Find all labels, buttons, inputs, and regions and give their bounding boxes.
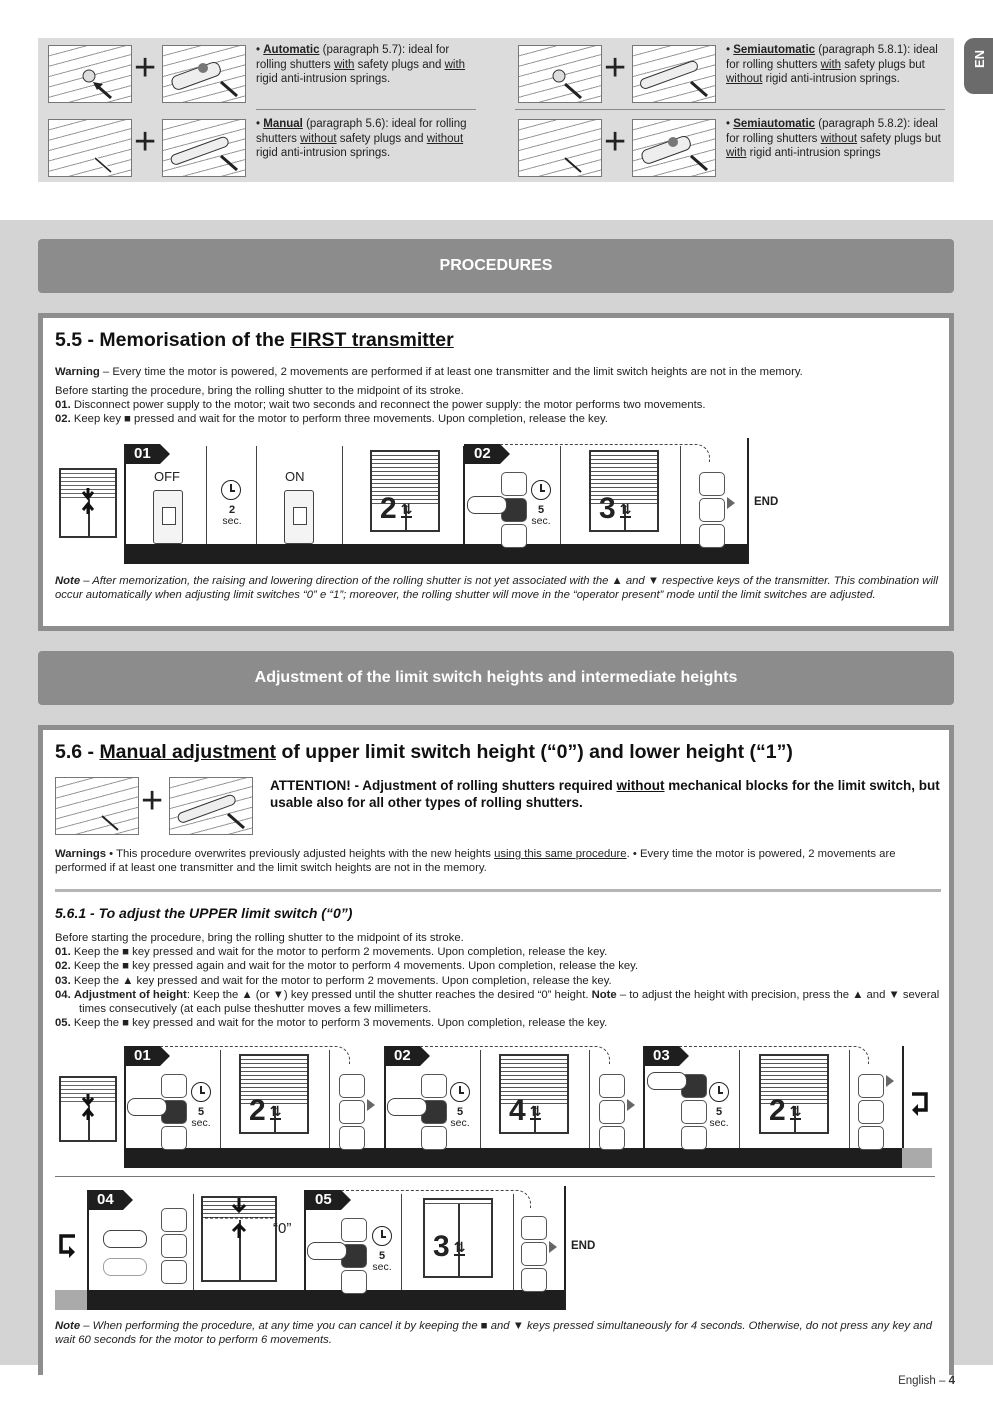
safety-plug-image [48,45,132,103]
shutter-window-icon [201,1196,277,1282]
mode-automatic [38,38,478,108]
shutter-axle-image [162,119,246,177]
step-tag: 03 [643,1046,679,1066]
adjustment-header: Adjustment of the limit switch heights and intermediate heights [38,651,954,705]
shutter-image [55,777,139,835]
warning-text: Warning – Every time the motor is powered, 2 movements are performed if at least one transmitter and the limit switch heights are not in the memory. [55,366,803,378]
shutter-midpoint-icon [59,468,117,538]
procedure-step: 04. Adjustment of height: Keep the ▲ (or ▼) key pressed until the shutter reaches the desired “0” height. Note – to adjust the height with precision, press the ▲ and ▼ several times consecutively (at each pulse theshutter moves a few millimeters. [55,989,940,1016]
divider [256,109,476,110]
movement-count: 2 ⇅ [249,1094,282,1127]
release-arrow-icon [886,1075,894,1087]
adjustment-diagram-row-1 [43,1042,949,1172]
step-tag: 04 [87,1190,123,1210]
divider [515,109,945,110]
end-line [747,438,749,564]
divider [401,1194,402,1290]
procedure-step: 02. Keep the ■ key pressed again and wait for the motor to perform 4 movements. Upon completion, release the key. [55,960,639,972]
section-title: 5.6 - Manual adjustment of upper limit switch height (“0”) and lower height (“1”) [55,741,793,763]
breaker-on-icon [284,490,314,544]
wait-time: 5 sec. [372,1250,392,1273]
end-line [564,1186,566,1310]
procedure-step: 02. Keep key ■ pressed and wait for the motor to perform three movements. Upon completion, release the key. [55,413,608,425]
divider [220,1050,221,1148]
procedures-header: PROCEDURES [38,239,954,293]
procedure-step: 01. Disconnect power supply to the motor; wait two seconds and reconnect the power supply: the motor performs two movements. [55,399,706,411]
release-arrow-icon [627,1099,635,1111]
transmitter-icon [521,1216,547,1294]
divider [256,446,257,544]
wait-time: 5 sec. [709,1106,729,1129]
divider [589,1050,590,1148]
procedure-intro: Before starting the procedure, bring the rolling shutter to the midpoint of its stroke. [55,932,464,944]
power-off-label: OFF [154,469,180,484]
divider [560,446,561,544]
divider [206,446,207,544]
movement-count: 3 ⇅ [433,1230,466,1263]
section-title: 5.5 - Memorisation of the FIRST transmitter [55,329,454,351]
power-on-label: ON [285,469,305,484]
movement-count: 2 ⇅ [380,492,413,525]
timeline-bar [87,1290,565,1310]
step-tag: 05 [305,1190,341,1210]
pressing-hand-icon [103,1230,147,1248]
movement-count: 2 ⇅ [769,1094,802,1127]
transmitter-icon [599,1074,625,1152]
shutter-image [518,119,602,177]
timeline-bar [124,1148,902,1168]
transmitter-icon [699,472,725,550]
divider [480,1050,481,1148]
plus-icon: + [134,47,157,89]
section-5-6 [38,725,954,1375]
adjustment-diagram-row-2 [43,1186,949,1314]
pressing-hand-icon [647,1072,687,1090]
step-tag: 01 [124,1046,160,1066]
shutter-axle-image [632,45,716,103]
wait-time: 5 sec. [191,1106,211,1129]
pressing-hand-icon [467,496,507,514]
mode-description: • Manual (paragraph 5.6): ideal for rolling shutters without safety plugs and without rigid anti-intrusion springs. [256,118,467,159]
pressing-hand-icon [387,1098,427,1116]
anti-intrusion-spring-image [632,119,716,177]
wait-time: 2 sec. [222,504,242,527]
mode-description: • Semiautomatic (paragraph 5.8.2): ideal for rolling shutters without safety plugs but with rigid anti-intrusion springs [726,118,941,159]
clock-icon [221,480,241,500]
movement-count: 3 ⇅ [599,492,632,525]
subsection-title: 5.6.1 - To adjust the UPPER limit switch (“0”) [55,905,353,921]
manual-mode-illustration [55,777,255,837]
note-text: Note – After memorization, the raising and lowering direction of the rolling shutter is not yet associated with the ▲ and ▼ respective keys of the transmitter. This combination will occur automatically when adjusting limit switches “0” e “1”; moreover, the rolling shutter will move in the “operator present” mode until the limit switches are adjusted. [55,575,938,602]
anti-intrusion-spring-image [162,45,246,103]
plus-icon: + [134,121,157,163]
pressing-hand-icon [127,1098,167,1116]
installation-modes-grid [38,38,954,182]
timeline-continue [55,1290,87,1310]
divider [849,1050,850,1148]
mode-description: • Automatic (paragraph 5.7): ideal for rolling shutters with safety plugs and with rigid anti-intrusion springs. [256,44,466,85]
wait-time: 5 sec. [531,504,551,527]
divider [329,1050,330,1148]
page-footer: English – 4 [898,1375,955,1387]
transmitter-icon [161,1208,187,1286]
timeline-bar [124,544,749,564]
step-tag: 02 [464,444,500,464]
timeline-continue [902,1148,932,1168]
safety-plug-image [518,45,602,103]
clock-icon [450,1082,470,1102]
step-tag: 01 [124,444,160,464]
wait-time: 5 sec. [450,1106,470,1129]
clock-icon [372,1226,392,1246]
procedure-step: 03. Keep the ▲ key pressed and wait for the motor to perform 2 movements. Upon completion, release the key. [55,975,612,987]
mode-description: • Semiautomatic (paragraph 5.8.1): ideal for rolling shutters with safety plugs but without rigid anti-intrusion springs. [726,44,938,85]
divider [342,446,343,544]
movement-count: 4 ⇅ [509,1094,542,1127]
procedure-intro: Before starting the procedure, bring the rolling shutter to the midpoint of its stroke. [55,385,464,397]
divider [193,1194,194,1290]
divider [124,1046,126,1148]
clock-icon [709,1082,729,1102]
end-label: END [754,496,779,508]
procedure-step: 05. Keep the ■ key pressed and wait for the motor to perform 3 movements. Upon completion, release the key. [55,1017,608,1029]
divider [55,889,941,892]
divider [643,1046,645,1148]
end-label: END [571,1240,596,1252]
breaker-off-icon [153,490,183,544]
divider [680,446,681,544]
continue-arrow-icon [909,1090,931,1118]
release-arrow-icon [727,497,735,509]
warnings-text: Warnings • This procedure overwrites previously adjusted heights with the new heights using this same procedure. • Every time the motor is powered, 2 movements are performed if at least one transmitter and the limit switch heights are not in the memory. [55,848,896,875]
plus-icon: + [141,780,164,822]
attention-text: ATTENTION! - Adjustment of rolling shutters required without mechanical blocks for the limit switch, but usable also for all other types of rolling shutters. [270,778,940,810]
plus-icon: + [604,47,627,89]
section-5-5 [38,313,954,631]
mode-semiautomatic-2 [508,112,948,182]
step-tag: 02 [384,1046,420,1066]
mode-manual [38,112,478,182]
transmitter-icon [858,1074,884,1152]
pressing-hand-icon [307,1242,347,1260]
clock-icon [531,480,551,500]
plus-icon: + [604,121,627,163]
memorisation-diagram [43,438,949,564]
divider [513,1194,514,1290]
divider [87,1190,89,1290]
divider [55,1176,935,1177]
procedure-step: 01. Keep the ■ key pressed and wait for the motor to perform 2 movements. Upon completion, release the key. [55,946,608,958]
pressing-hand-icon [103,1258,147,1276]
continue-arrow-icon [55,1232,79,1260]
release-arrow-icon [549,1241,557,1253]
divider [124,444,126,544]
shutter-image [48,119,132,177]
language-tab[interactable]: EN [964,38,993,94]
zero-height-label: “0” [273,1220,292,1237]
transmitter-icon [339,1074,365,1152]
clock-icon [191,1082,211,1102]
divider [739,1050,740,1148]
shutter-midpoint-icon [59,1076,117,1142]
divider [384,1046,386,1148]
note-text: Note – When performing the procedure, at any time you can cancel it by keeping the ■ and ▼ keys pressed simultaneously for 4 seconds. Otherwise, do not press any key and wait 60 seconds for the motor to perform 6 movements. [55,1320,933,1347]
mode-semiautomatic-1 [508,38,948,108]
release-arrow-icon [367,1099,375,1111]
divider [902,1046,904,1148]
shutter-axle-image [169,777,253,835]
